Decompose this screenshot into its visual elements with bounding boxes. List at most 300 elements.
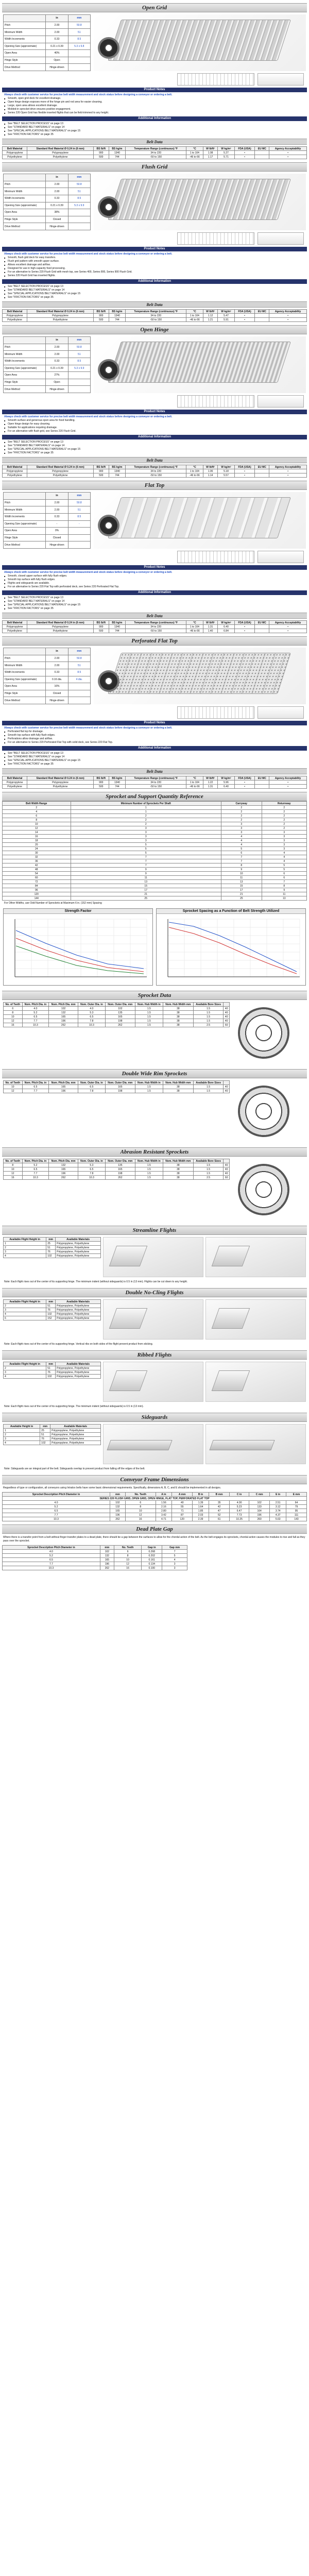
table-cell: 40: [224, 1163, 230, 1167]
note-item: ■ Smooth, closed upper surface with fully flush edges.: [4, 574, 305, 578]
column-header: B mm: [209, 1493, 230, 1497]
sprocket-quantity-table: [2, 801, 307, 901]
spec-header: mm: [68, 337, 90, 344]
table-row: [4, 1250, 101, 1254]
product-section: [2, 3, 307, 159]
sprocket-image: [98, 359, 119, 381]
column-header: W lb/ft²: [203, 465, 218, 469]
column-header: W kg/m²: [218, 310, 234, 314]
column-header: Nom. Hub Width in: [135, 1081, 163, 1085]
column-header: mm: [100, 1546, 114, 1550]
table-cell: 1340: [109, 781, 126, 785]
table-cell: 6: [262, 872, 306, 876]
schematic-top-view: [177, 551, 254, 563]
spec-cell: 0.16 dia.: [46, 676, 68, 683]
table-cell: 102: [46, 1375, 56, 1379]
spec-cell: Width Increments: [4, 358, 46, 365]
table-cell: 2: [221, 810, 262, 814]
table-cell: 1.31: [203, 785, 218, 789]
spec-cell: [68, 386, 90, 393]
table-cell: Polypropylene, Polyethylene: [56, 1366, 101, 1370]
table-row: [4, 1429, 101, 1433]
column-header: W kg/m²: [218, 465, 234, 469]
column-header: Belt Width Range: [3, 802, 71, 806]
table-cell: 1.5: [135, 1019, 163, 1023]
table-header-row: [4, 1159, 230, 1163]
column-header: C mm: [249, 1493, 270, 1497]
spec-header: mm: [68, 15, 90, 22]
column-header: W kg/m²: [218, 147, 234, 151]
column-header: W lb/ft²: [203, 310, 218, 314]
column-header: BS kg/m: [109, 465, 126, 469]
spec-cell: [68, 372, 90, 379]
table-cell: 38: [163, 1089, 193, 1093]
note-item: ■ For an alternative with flush grid, see Series 220 Flush Grid.: [4, 430, 305, 433]
column-header: Nom. Pitch Dia. in: [22, 1159, 49, 1163]
table-row: [4, 1316, 101, 1320]
table-cell: 3.12: [270, 1505, 286, 1509]
table-cell: 25: [46, 1242, 56, 1246]
spec-cell: 0.21 x 0.39: [46, 202, 68, 209]
table-cell: 1.5: [135, 1089, 163, 1093]
table-cell: •: [234, 781, 255, 785]
note-item: ■ For an alternative to Series 220 Flush Grid with mesh top, see Series 400, Series 800, Series 900 Flush Grid.: [4, 270, 305, 274]
wide-sprockets-table: [3, 1080, 230, 1093]
table-cell: 1.85: [193, 1509, 209, 1513]
table-cell: 47: [209, 1509, 230, 1513]
table-cell: 7: [221, 859, 262, 863]
flight-shape: [212, 1308, 250, 1329]
table-cell: 2: [71, 822, 221, 826]
table-row: [4, 1163, 230, 1167]
column-header: mm: [46, 1300, 56, 1304]
table-cell: 40: [224, 1085, 230, 1089]
notes-list: [4, 574, 305, 589]
table-row: [3, 831, 307, 835]
column-header: °C: [186, 776, 203, 781]
streamline-flights-note: Note: Each flight rises out of the center of its supporting hinge. The minimum indent (without sideguards) is 0.5 in (13 mm). Flights can be cut down to any height.: [4, 1280, 188, 1283]
notes-list: [4, 256, 305, 278]
product-section: [2, 636, 307, 789]
spec-cell: Open Area: [4, 528, 46, 535]
table-cell: 1.5: [193, 1007, 224, 1011]
spec-cell: Hinge-driven: [46, 223, 68, 230]
column-header: Belt Material: [3, 465, 27, 469]
column-header: C in: [230, 1493, 249, 1497]
table-cell: 11: [221, 876, 262, 880]
spec-cell: 51: [68, 351, 90, 358]
table-cell: 6.84: [218, 629, 234, 633]
column-header: BS lb/ft: [93, 147, 109, 151]
table-cell: 9: [71, 872, 221, 876]
table-cell: 52: [209, 1513, 230, 1517]
spec-cell: 0.33: [46, 669, 68, 676]
table-cell: •: [269, 629, 307, 633]
note-item: ■ Open hinge design for easy cleaning.: [4, 422, 305, 426]
nocling-flights-image: [103, 1299, 203, 1340]
table-cell: 1.5: [135, 1007, 163, 1011]
table-cell: 12: [4, 1019, 23, 1023]
additional-info-heading: Additional Information: [2, 116, 307, 121]
table-cell: •: [234, 314, 255, 318]
column-header: [224, 1081, 230, 1085]
spec-cell: 2.00: [46, 506, 68, 514]
table-cell: 72: [3, 880, 71, 884]
table-row: [4, 1370, 101, 1375]
spec-row-item: [4, 351, 91, 358]
table-cell: 102: [249, 1501, 270, 1505]
table-cell: 500: [93, 318, 109, 322]
nocling-flights-table: [3, 1299, 101, 1320]
table-header-row: [3, 1546, 187, 1550]
table-cell: 2: [4, 1246, 46, 1250]
table-cell: 87: [172, 1513, 193, 1517]
table-cell: 5: [262, 868, 306, 872]
column-header: Available Bore Sizes: [193, 1081, 224, 1085]
table-cell: [255, 155, 269, 159]
sprocket-image: [98, 670, 119, 692]
table-cell: Polypropylene, Polyethylene: [50, 1433, 101, 1437]
spec-cell: Open Area: [4, 50, 46, 57]
column-header: BS kg/m: [109, 310, 126, 314]
table-cell: 1 to 104: [186, 151, 203, 155]
table-cell: 1340: [109, 151, 126, 155]
column-header: Nom. Pitch Dia. in: [22, 1081, 49, 1085]
table-cell: 7: [71, 863, 221, 868]
sprocket-image: [98, 37, 119, 59]
table-cell: 5: [162, 1554, 187, 1558]
table-cell: 262: [105, 1176, 135, 1180]
table-cell: 38: [163, 1163, 193, 1167]
column-header: Standard Rod Material Ø 0.24 in (6 mm): [27, 310, 94, 314]
spec-cell: 0.21 x 0.39: [46, 43, 68, 50]
spec-header-row: [4, 648, 91, 655]
column-header: BS kg/m: [109, 147, 126, 151]
table-cell: 4: [262, 859, 306, 863]
spec-row-item: [4, 506, 91, 514]
note-item: ■ For an alternative to Series 220 Flat Top with perforated deck, see Series 220 Perforated Flat Top.: [4, 585, 305, 589]
table-cell: 16: [4, 1023, 23, 1027]
table-cell: [255, 314, 269, 318]
table-header-row: [3, 310, 307, 314]
column-header: FDA (USA): [234, 776, 255, 781]
spec-header: mm: [68, 174, 90, 181]
table-cell: -50 to 150: [126, 318, 186, 322]
table-cell: 13: [71, 880, 221, 884]
table-cell: 1.12: [203, 314, 218, 318]
table-cell: 51: [46, 1246, 56, 1250]
column-header: A in: [156, 1493, 172, 1497]
table-cell: 132: [110, 1505, 126, 1509]
table-cell: 10: [221, 872, 262, 876]
table-cell: 165: [105, 1167, 135, 1172]
table-cell: 10: [125, 1509, 156, 1513]
spec-cell: 8.5: [68, 513, 90, 520]
belt-data-table: [2, 309, 307, 322]
spec-cell: Pitch: [4, 22, 46, 29]
table-cell: •: [234, 155, 255, 159]
table-cell: 1 to 104: [186, 314, 203, 318]
sprocket-data-title: Sprocket Data: [2, 991, 307, 1000]
belt-sections: [2, 3, 307, 789]
table-row: [4, 1089, 230, 1093]
table-cell: 120: [3, 892, 71, 896]
table-cell: Polypropylene: [3, 469, 27, 473]
table-cell: 14: [3, 831, 71, 835]
spec-row-item: [4, 36, 91, 43]
spec-header: in: [46, 493, 68, 500]
spec-table: [3, 648, 91, 704]
table-cell: 10: [114, 1558, 141, 1562]
spec-row-item: [4, 64, 91, 71]
spec-cell: 50.8: [68, 22, 90, 29]
spec-cell: 51: [68, 29, 90, 36]
spec-cell: Closed: [46, 216, 68, 223]
note-item: ■ Series 220 Open Grid has flexible inserted flights that can be field-trimmed to any height.: [4, 111, 305, 115]
column-header: °C: [186, 621, 203, 625]
table-cell: 60: [224, 1176, 230, 1180]
table-cell: 38: [163, 1167, 193, 1172]
table-cell: 102: [105, 1007, 135, 1011]
schematic-side-view: [258, 551, 304, 563]
table-cell: •: [269, 314, 307, 318]
spec-cell: 2.00: [46, 655, 68, 662]
belt-data-heading: Belt Data: [2, 139, 307, 145]
spec-cell: 50.8: [68, 181, 90, 188]
table-cell: 12: [114, 1562, 141, 1566]
spec-row-item: [4, 372, 91, 379]
table-cell: 135: [105, 1163, 135, 1167]
table-cell: 2.16: [156, 1505, 172, 1509]
sprocket-wheel-icon: [238, 1086, 289, 1137]
nocling-flights-image: [205, 1299, 306, 1340]
table-cell: 6.40: [218, 625, 234, 629]
table-cell: 5: [71, 847, 221, 851]
column-header: W lb/ft²: [203, 147, 218, 151]
table-cell: -46 to 66: [186, 629, 203, 633]
table-cell: 10.3: [3, 1566, 100, 1570]
table-cell: 3: [4, 1437, 40, 1441]
table-cell: Polypropylene, Polyethylene: [50, 1437, 101, 1441]
table-cell: 3: [262, 835, 306, 839]
table-row: [3, 818, 307, 822]
table-cell: 6: [262, 876, 306, 880]
table-cell: 165: [110, 1509, 126, 1513]
table-row: [3, 880, 307, 884]
table-cell: [255, 625, 269, 629]
table-cell: 1.5: [135, 1176, 163, 1180]
table-cell: 0.100: [142, 1566, 162, 1570]
table-row: [3, 851, 307, 855]
column-header: Agency Acceptability: [269, 465, 307, 469]
column-header: Belt Material: [3, 310, 27, 314]
spec-header: in: [46, 648, 68, 655]
streamline-flights-table: [3, 1237, 101, 1258]
spec-cell: 2.00: [46, 188, 68, 195]
table-row: [3, 785, 307, 789]
table-row: [3, 826, 307, 831]
spec-row-item: [4, 683, 91, 690]
spec-cell: 8.5: [68, 195, 90, 202]
schematic-side-view: [258, 73, 304, 86]
table-cell: 900: [93, 781, 109, 785]
table-cell: 8: [125, 1505, 156, 1509]
column-header: No. of Teeth: [4, 1159, 23, 1163]
info-item: ■ See "BELT SELECTION PROCESS" on page 13: [4, 122, 305, 126]
info-item: ■ See "BELT SELECTION PROCESS" on page 13: [4, 285, 305, 289]
group-label: SERIES 220 FLUSH GRID, OPEN GRID, OPEN HINGE, FLAT TOP, PERFORATED FLAT TOP: [3, 1497, 307, 1501]
product-notes: [2, 725, 307, 744]
table-cell: 0.202: [142, 1554, 162, 1558]
table-cell: 10.3: [3, 1517, 110, 1521]
column-header: EU MC: [255, 147, 269, 151]
column-header: BS kg/m: [109, 621, 126, 625]
table-cell: 5: [221, 847, 262, 851]
table-cell: Polypropylene, Polyethylene: [56, 1246, 101, 1250]
spec-row-item: [4, 223, 91, 230]
table-cell: 1.64: [193, 1505, 209, 1509]
table-cell: -50 to 150: [126, 785, 186, 789]
info-item: ■ See "STANDARD BELT MATERIALS" on page 14: [4, 755, 305, 759]
column-header: Temperature Range (continuous) °F: [126, 310, 186, 314]
table-cell: 3.42: [156, 1513, 172, 1517]
ribbed-flights-image: [103, 1362, 203, 1402]
note-item: ■ Smooth surface and generous open area for food handling.: [4, 419, 305, 422]
table-cell: Polypropylene: [3, 151, 27, 155]
table-row: [3, 155, 307, 159]
table-cell: Polypropylene: [27, 625, 94, 629]
table-cell: 744: [109, 629, 126, 633]
column-header: Agency Acceptability: [269, 776, 307, 781]
additional-info-list: [2, 751, 307, 766]
table-header-row: [3, 1493, 307, 1497]
table-cell: •: [269, 473, 307, 478]
column-header: Nom. Outer Dia. mm: [105, 1081, 135, 1085]
belt-image: [108, 20, 291, 61]
column-header: Nom. Pitch Dia. in: [22, 1003, 49, 1007]
spec-cell: Width Increments: [4, 36, 46, 43]
spec-cell: Opening Size (approximate): [4, 202, 46, 209]
table-cell: 0.134: [142, 1562, 162, 1566]
belt-image: [108, 179, 291, 220]
column-header: B in: [193, 1493, 209, 1497]
table-cell: 11: [71, 876, 221, 880]
notes-list: [4, 97, 305, 115]
column-header: Temperature Range (continuous) °F: [126, 621, 186, 625]
column-header: Gap in: [142, 1546, 162, 1550]
table-cell: 165: [100, 1558, 114, 1562]
column-header: Temperature Range (continuous) °F: [126, 465, 186, 469]
sprocket-data-image: [233, 1002, 295, 1064]
table-cell: 8: [4, 1163, 23, 1167]
spec-cell: Width Increments: [4, 669, 46, 676]
table-cell: 132: [49, 1163, 78, 1167]
table-cell: 10: [3, 822, 71, 826]
wide-sprockets-title: Double Wide Rim Sprockets: [2, 1069, 307, 1078]
table-cell: 7.7: [3, 1513, 110, 1517]
table-cell: 9: [262, 888, 306, 892]
product-notes-heading: Product Notes: [2, 410, 307, 414]
column-header: EU MC: [255, 621, 269, 625]
table-cell: 12: [4, 1089, 23, 1093]
spec-cell: 0%: [46, 528, 68, 535]
table-cell: 40: [224, 1167, 230, 1172]
table-cell: 76: [46, 1370, 56, 1375]
curve: [16, 938, 144, 972]
column-header: Belt Material: [3, 776, 27, 781]
spec-cell: Hinge-driven: [46, 64, 68, 71]
table-cell: 262: [105, 1023, 135, 1027]
table-cell: 35: [209, 1501, 230, 1505]
section-title: Flush Grid: [2, 162, 307, 172]
table-cell: 262: [110, 1517, 126, 1521]
column-header: Nom. Outer Dia. in: [78, 1159, 105, 1163]
column-header: Available Flight Height in: [4, 1238, 46, 1242]
spec-cell: Pitch: [4, 655, 46, 662]
column-header: FDA (USA): [234, 621, 255, 625]
table-cell: 4: [262, 851, 306, 855]
table-cell: -46 to 66: [186, 318, 203, 322]
additional-info-heading: Additional Information: [2, 435, 307, 439]
frame-title: Conveyor Frame Dimensions: [2, 1475, 307, 1484]
spec-cell: Minimum Width: [4, 351, 46, 358]
column-header: Sprocket Description Pitch Diameter in: [3, 1493, 110, 1497]
table-cell: 5: [71, 843, 221, 847]
table-cell: 3: [4, 1308, 46, 1312]
table-cell: 40: [224, 1011, 230, 1015]
table-header-row: [3, 621, 307, 625]
table-row: [3, 1509, 307, 1513]
table-cell: 2: [262, 814, 306, 818]
column-header: BS lb/ft: [93, 310, 109, 314]
table-cell: 8: [4, 1011, 23, 1015]
curve: [169, 927, 297, 974]
notes-warning: Always check with customer service for precise belt width measurement and stock status before designing a conveyor or ordering a belt.: [4, 726, 173, 730]
spec-cell: Opening Size (approximate): [4, 676, 46, 683]
table-cell: 164: [249, 1509, 270, 1513]
table-cell: 5.47: [218, 314, 234, 318]
table-cell: 5.23: [230, 1505, 249, 1509]
table-cell: 165: [105, 1015, 135, 1019]
schematic-top-view: [177, 232, 254, 245]
table-cell: 1340: [109, 314, 126, 318]
table-cell: [255, 785, 269, 789]
table-cell: 5.2: [3, 1505, 110, 1509]
info-item: ■ See "BELT SELECTION PROCESS" on page 13: [4, 596, 305, 600]
section-title: Flat Top: [2, 481, 307, 490]
table-cell: 198: [105, 1019, 135, 1023]
table-cell: 1.5: [135, 1085, 163, 1089]
table-cell: 102: [100, 1550, 114, 1554]
table-row: [4, 1246, 101, 1250]
table-row: [3, 884, 307, 888]
spec-cell: 5.3 x 9.9: [68, 365, 90, 372]
table-cell: 4.71: [156, 1517, 172, 1521]
notes-warning: Always check with customer service for precise belt width measurement and stock status before designing a conveyor or ordering a belt.: [4, 93, 173, 96]
curve: [16, 930, 144, 969]
table-cell: 17: [71, 888, 221, 892]
additional-info-list: [2, 595, 307, 611]
column-header: W lb/ft²: [203, 776, 218, 781]
column-header: mm: [110, 1493, 126, 1497]
table-cell: 2: [4, 1304, 46, 1308]
table-cell: Polypropylene: [27, 781, 94, 785]
table-cell: 4: [221, 843, 262, 847]
sideguards-table: [3, 1424, 101, 1445]
spec-cell: 4 dia.: [68, 676, 90, 683]
table-cell: •: [269, 155, 307, 159]
belt-schematic: [2, 706, 307, 721]
